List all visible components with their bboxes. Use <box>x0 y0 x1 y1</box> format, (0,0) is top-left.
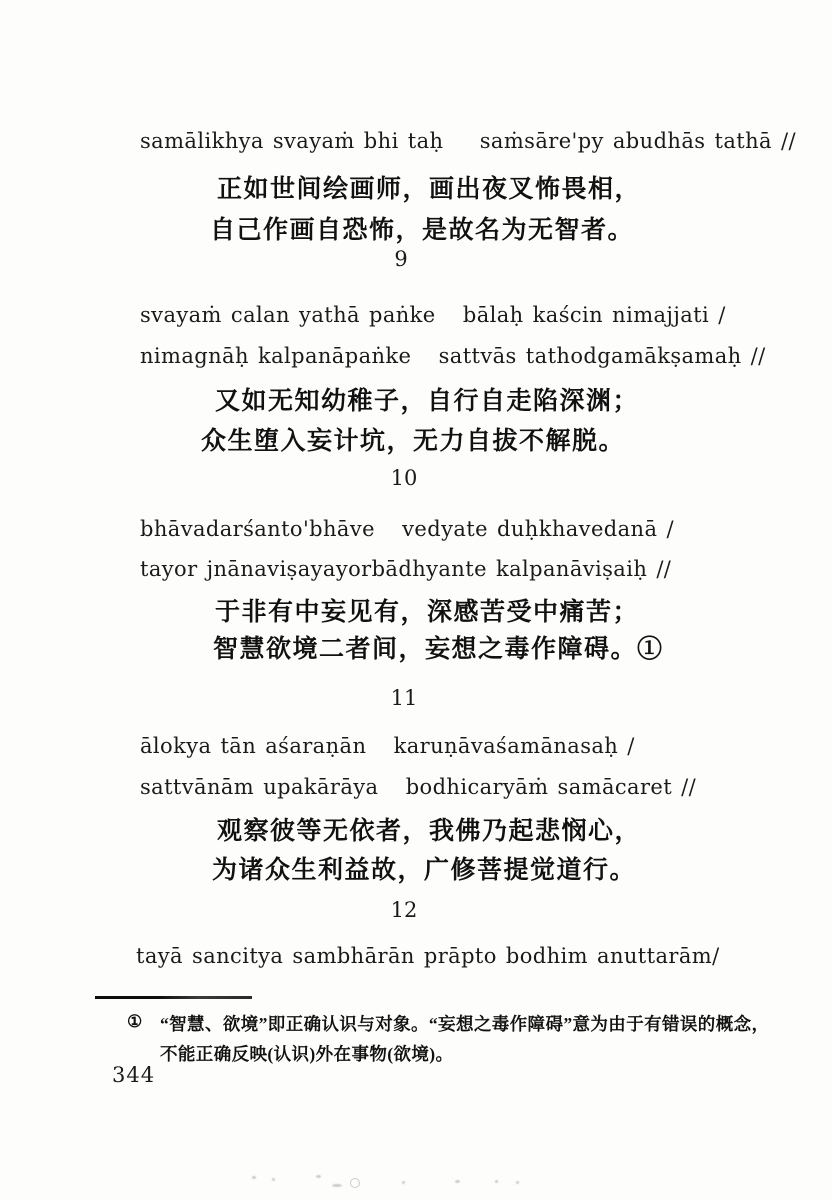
chinese-line: 自己作画自恐怖，是故名为无智者。 <box>210 217 635 244</box>
scan-speck <box>516 1181 519 1184</box>
chinese-line: 于非有中妄见有，深感苦受中痛苦； <box>215 599 640 626</box>
scan-speck <box>495 1180 498 1183</box>
sanskrit-line: tayā sancitya sambhārān prāpto bodhim anuttarām/ <box>136 944 720 968</box>
sanskrit-line: ālokya tān aśaraṇān karuṇāvaśamānasaḥ / <box>140 734 635 758</box>
scan-speck <box>332 1184 342 1187</box>
scan-speck <box>455 1180 460 1183</box>
sanskrit-line: tayor jnānaviṣayayorbādhyante kalpanāviṣaiḥ // <box>140 557 672 581</box>
chinese-line: 众生堕入妄计坑，无力自拔不解脱。 <box>201 428 626 455</box>
stanza-number: 10 <box>390 466 418 490</box>
scan-speck <box>272 1178 275 1181</box>
page-number: 344 <box>112 1063 156 1087</box>
scan-speck <box>402 1181 405 1184</box>
scan-speck <box>252 1176 256 1179</box>
sanskrit-line: nimagnāḥ kalpanāpaṅke sattvās tathodgamākṣamaḥ // <box>140 344 766 368</box>
sanskrit-line: bhāvadarśanto'bhāve vedyate duḥkhavedanā / <box>140 517 674 541</box>
footnote-line: 不能正确反映(认识)外在事物(欲境)。 <box>160 1044 454 1064</box>
chinese-line: 观察彼等无依者，我佛乃起悲悯心， <box>217 818 642 845</box>
chinese-line: 为诸众生利益故，广修菩提觉道行。 <box>212 857 637 884</box>
sanskrit-line: svayaṁ calan yathā paṅke bālaḥ kaścin nimajjati / <box>140 303 726 327</box>
stanza-number: 12 <box>390 898 418 922</box>
chinese-line: 又如无知幼稚子，自行自走陷深渊； <box>215 388 640 415</box>
footnote-line: “智慧、欲境”即正确认识与对象。“妄想之毒作障碍”意为由于有错误的概念， <box>160 1014 770 1034</box>
sanskrit-line: sattvānām upakārāya bodhicaryāṁ samācaret // <box>140 775 697 799</box>
chinese-line: 智慧欲境二者间，妄想之毒作障碍。① <box>213 636 664 663</box>
sanskrit-line: samālikhya svayaṁ bhi taḥ saṁsāre'py abudhās tathā // <box>140 129 796 153</box>
stanza-number: 11 <box>390 686 418 710</box>
scan-speck <box>350 1178 360 1188</box>
footnote-divider <box>95 996 252 999</box>
chinese-line: 正如世间绘画师，画出夜叉怖畏相， <box>217 176 642 203</box>
scan-speck <box>316 1175 321 1178</box>
footnote-marker: ① <box>127 1012 143 1031</box>
stanza-number: 9 <box>394 247 408 271</box>
